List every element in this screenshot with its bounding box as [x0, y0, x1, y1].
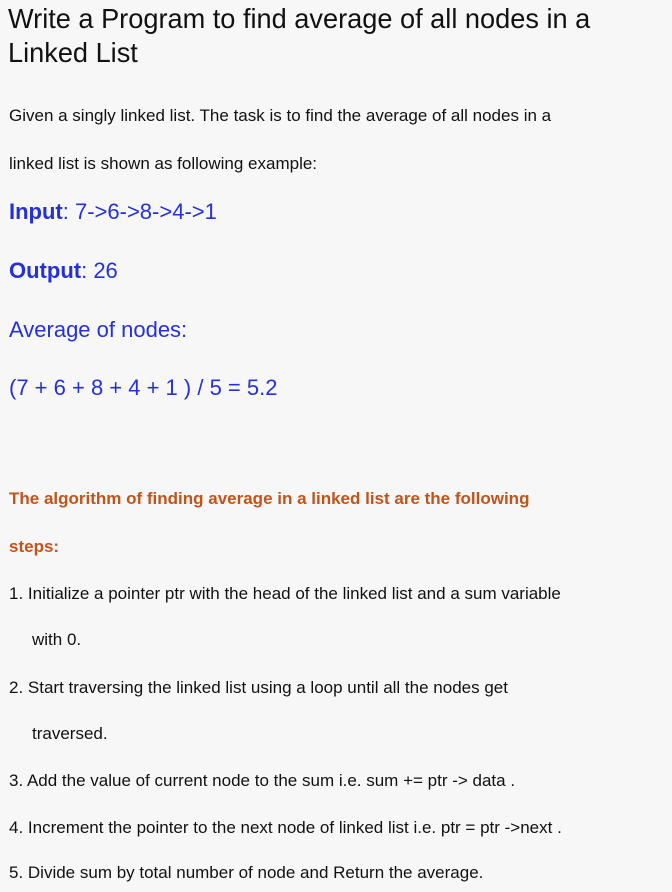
input-label: Input	[9, 199, 63, 224]
step-3: 3. Add the value of current node to the sum i.e. sum += ptr -> data .	[9, 771, 516, 790]
average-formula: (7 + 6 + 8 + 4 + 1 ) / 5 = 5.2	[9, 375, 278, 400]
page-title	[8, 2, 648, 70]
input-value: : 7->6->8->4->1	[62, 199, 217, 224]
output-example	[9, 258, 118, 284]
algorithm-heading-line-1: The algorithm of finding average in a linked list are the following	[9, 489, 530, 508]
title-line-1: Write a Program to find average of all nodes in a	[8, 3, 591, 34]
intro-line-1: Given a singly linked list. The task is to find the average of all nodes in a	[9, 106, 552, 125]
step-2: 2. Start traversing the linked list using a loop until all the nodes get	[9, 678, 508, 697]
output-label: Output	[9, 258, 82, 283]
average-heading: Average of nodes:	[9, 317, 188, 342]
step-4: 4. Increment the pointer to the next node of linked list i.e. ptr = ptr ->next .	[9, 818, 562, 837]
step-1: 1. Initialize a pointer ptr with the head of the linked list and a sum variable	[9, 584, 561, 603]
algorithm-heading-line-2: steps:	[9, 537, 60, 556]
title-line-2: Linked List	[8, 37, 138, 68]
input-example	[9, 199, 217, 225]
step-5: 5. Divide sum by total number of node and Return the average.	[9, 863, 484, 882]
step-1-continued: with 0.	[32, 630, 82, 649]
step-2-continued: traversed.	[32, 724, 108, 743]
intro-line-2: linked list is shown as following example:	[9, 154, 318, 173]
output-value: : 26	[81, 258, 118, 283]
